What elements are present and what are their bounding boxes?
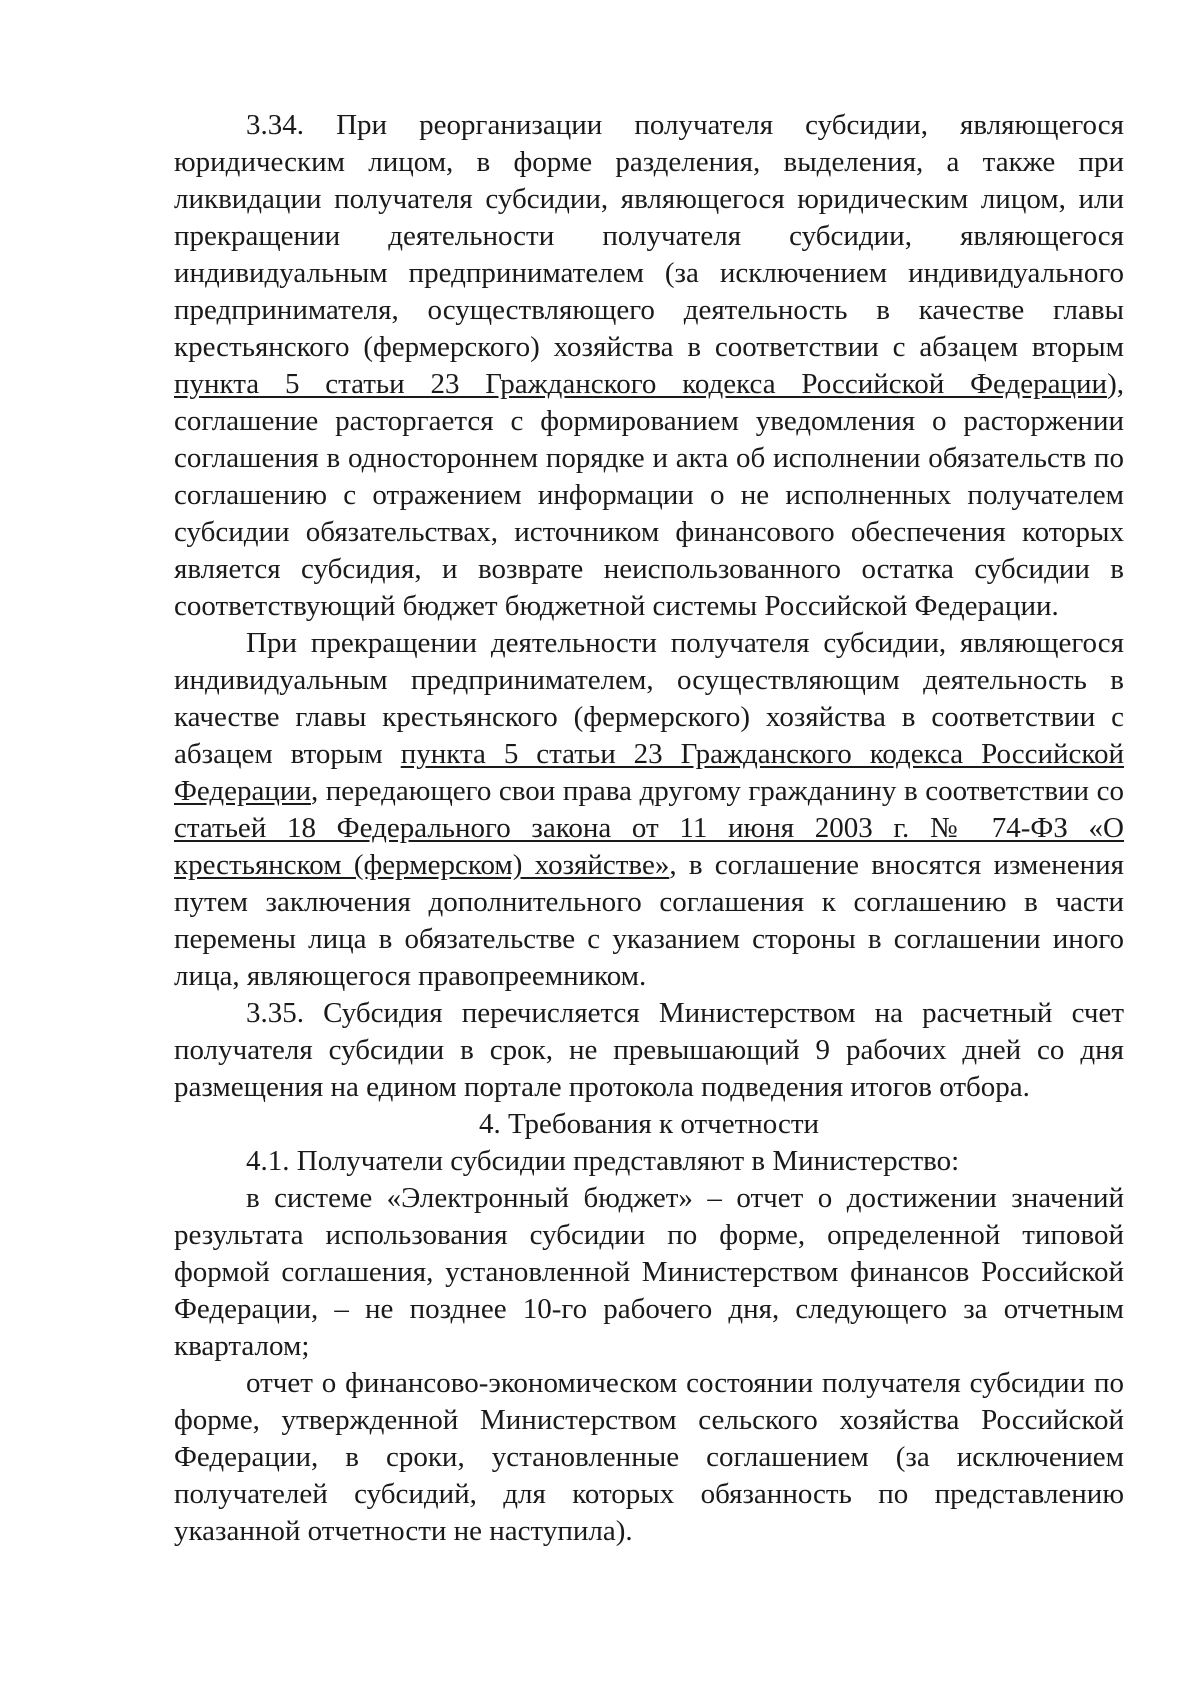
paragraph-text: , в соглашение вносятся изменения путем заключения дополнительного соглашения к соглашению в части перемены лица в обязательстве с указанием стороны в соглашении иного лица, являющегося правопреемником. bbox=[174, 849, 1125, 992]
legal-reference-link[interactable]: пункта 5 статьи 23 Гражданского кодекса Российской Федерации bbox=[174, 368, 1108, 400]
section-heading: 4. Требования к отчетности bbox=[478, 1108, 820, 1140]
paragraph-text: 3.34. При реорганизации получателя субсидии, являющегося юридическим лицом, в форме разделения, выделения, а также при ликвидации получателя субсидии, являющегося юридическим лицом, или прекращении деятельности получателя субсидии, являющегося индивидуальным предпринимателем (за исключением индивидуального предпринимателя, осуществляющего деятельность в качестве главы крестьянского (фермерского) хозяйства в соответствии с абзацем вторым bbox=[174, 109, 1124, 363]
paragraph-3-34-second bbox=[174, 625, 1124, 995]
paragraph-text: При прекращении деятельности получателя субсидии, являющегося индивидуальным предпринимателем, осуществляющим деятельность в качестве главы крестьянского (фермерского) хозяйства в соответствии с абзацем вторым bbox=[174, 627, 1124, 770]
legal-reference-link[interactable]: пункта 5 статьи 23 Гражданского кодекса Российской Федерации bbox=[174, 738, 1125, 807]
paragraph-4-1-item-2: отчет о финансово-экономическом состоянии получателя субсидии по форме, утвержденной Министерством сельского хозяйства Российской Федерации, в сроки, установленные соглашением (за исключением получателей субсидий, для которых обязанность по представлению указанной отчетности не наступила). bbox=[174, 1367, 1124, 1547]
paragraph-text: ), соглашение расторгается с формированием уведомления о расторжении соглашения в одностороннем порядке и акта об исполнении обязательств по соглашению с отражением информации о не исполненных получателем субсидии обязательствах, источником финансового обеспечения которых является субсидия, и возврате неиспользованного остатка субсидии в соответствующий бюджет бюджетной системы Российской Федерации. bbox=[174, 368, 1124, 622]
paragraph-3-34 bbox=[174, 107, 1124, 625]
legal-reference-link[interactable]: статьей 18 Федерального закона от 11 июня 2003 г. № 74-ФЗ «О крестьянском (фермерском) хозяйстве» bbox=[174, 812, 1124, 881]
paragraph-text: , передающего свои права другому гражданину в соответствии со bbox=[310, 775, 1124, 807]
paragraph-4-1: 4.1. Получатели субсидии представляют в Министерство: bbox=[246, 1145, 960, 1177]
paragraph-3-35: 3.35. Субсидия перечисляется Министерством на расчетный счет получателя субсидии в срок, не превышающий 9 рабочих дней со дня размещения на едином портале протокола подведения итогов отбора. bbox=[174, 997, 1124, 1103]
paragraph-4-1-item-1: в системе «Электронный бюджет» – отчет о достижении значений результата использования субсидии по форме, определенной типовой формой соглашения, установленной Министерством финансов Российской Федерации, – не позднее 10-го рабочего дня, следующего за отчетным кварталом; bbox=[174, 1182, 1124, 1362]
document-page bbox=[174, 107, 1124, 1550]
